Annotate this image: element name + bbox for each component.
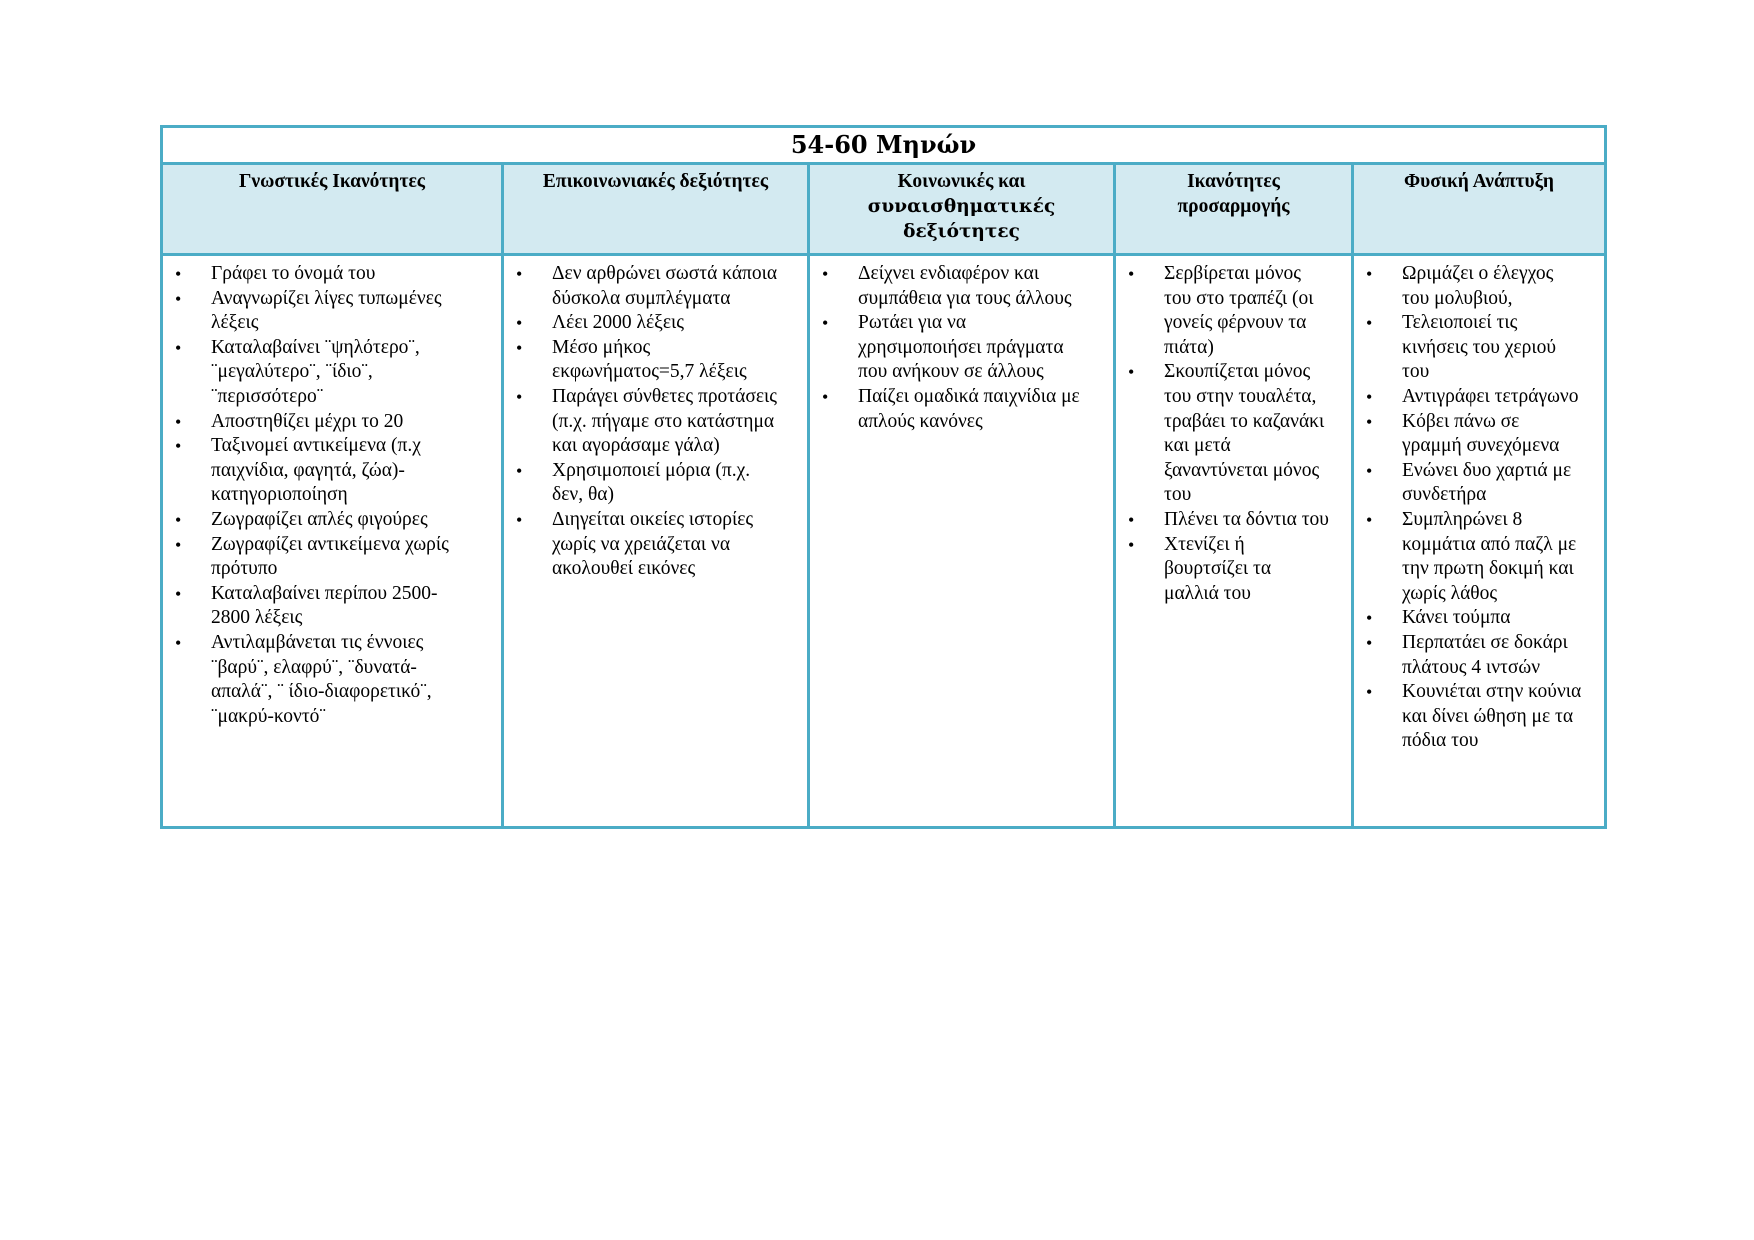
list-item-line: • Τελειοποιεί τις bbox=[1402, 312, 1518, 334]
list-item bbox=[1354, 606, 1598, 631]
list-item bbox=[1116, 533, 1345, 607]
list-item-line: χωρίς λάθος bbox=[1402, 582, 1498, 604]
list-item bbox=[1354, 680, 1598, 754]
column-header-communication bbox=[503, 164, 809, 255]
list-item-line: • Πλένει τα δόντια του bbox=[1164, 508, 1329, 530]
list-item-line: • Χτενίζει ή bbox=[1164, 533, 1245, 555]
column-header-adaptive bbox=[1115, 164, 1353, 255]
list-item bbox=[504, 311, 801, 336]
list-item-line: • Καταλαβαίνει περίπου 2500- bbox=[211, 582, 438, 604]
development-table bbox=[160, 125, 1607, 829]
list-item-line: πιάτα) bbox=[1164, 336, 1214, 358]
column-header-line: Φυσική Ανάπτυξη bbox=[1404, 171, 1555, 192]
list-item-line: ξαναντύνεται μόνος bbox=[1164, 459, 1320, 481]
list-item-line: παιχνίδια, φαγητά, ζώα)- bbox=[211, 459, 405, 481]
list-item-line: • Αναγνωρίζει λίγες τυπωμένες bbox=[211, 287, 442, 309]
column-body-communication bbox=[503, 255, 809, 828]
list-item bbox=[504, 262, 801, 311]
list-item bbox=[810, 262, 1107, 311]
skills-list bbox=[504, 256, 807, 582]
list-item-line: 2800 λέξεις bbox=[211, 607, 303, 629]
list-item bbox=[1354, 311, 1598, 385]
list-item-line: ¨μακρύ-κοντό¨ bbox=[211, 705, 326, 727]
list-item-line: χρησιμοποιήσει πράγματα bbox=[858, 336, 1064, 358]
list-item-line: την πρωτη δοκιμή και bbox=[1402, 558, 1574, 580]
list-item-line: ακολουθεί εικόνες bbox=[552, 558, 696, 580]
column-body-physical bbox=[1353, 255, 1606, 828]
list-item-line: (π.χ. πήγαμε στο κατάστημα bbox=[552, 410, 775, 432]
list-item-line: • Αποστηθίζει μέχρι το 20 bbox=[211, 410, 404, 432]
list-item bbox=[163, 582, 495, 631]
list-item-line: • Κόβει πάνω σε bbox=[1402, 410, 1520, 432]
list-item-line: • Γράφει το όνομά του bbox=[211, 263, 376, 284]
list-item-line: που ανήκουν σε άλλους bbox=[858, 361, 1044, 383]
column-header-line: προσαρμογής bbox=[1177, 196, 1290, 217]
list-item-line: • Διηγείται οικείες ιστορίες bbox=[552, 508, 754, 530]
skills-list bbox=[1116, 256, 1351, 606]
list-item-line: • Ωριμάζει ο έλεγχος bbox=[1402, 263, 1554, 284]
list-item bbox=[163, 434, 495, 508]
list-item-line: • Σερβίρεται μόνος bbox=[1164, 263, 1302, 284]
list-item bbox=[163, 287, 495, 336]
list-item-line: • Χρησιμοποιεί μόρια (π.χ. bbox=[552, 459, 751, 481]
list-item-line: συμπάθεια για τους άλλους bbox=[858, 287, 1072, 309]
list-item-line: συνδετήρα bbox=[1402, 484, 1487, 506]
list-item-line: και αγοράσαμε γάλα) bbox=[552, 435, 720, 457]
list-item-line: του μολυβιού, bbox=[1402, 287, 1513, 309]
list-item-line: βουρτσίζει τα bbox=[1164, 558, 1272, 580]
list-item-line: • Κουνιέται στην κούνια bbox=[1402, 681, 1582, 703]
list-item-line: τραβάει το καζανάκι bbox=[1164, 410, 1325, 432]
list-item-line: • Λέει 2000 λέξεις bbox=[552, 312, 685, 334]
list-item-line: δύσκολα συμπλέγματα bbox=[552, 287, 731, 309]
list-item bbox=[1354, 459, 1598, 508]
column-header-line: Ικανότητες bbox=[1187, 171, 1280, 192]
list-item-line: ¨περισσότερο¨ bbox=[211, 385, 324, 407]
list-item-line: • Κάνει τούμπα bbox=[1402, 607, 1511, 629]
list-item-line: γραμμή συνεχόμενα bbox=[1402, 435, 1560, 457]
column-header-line: συναισθηματικές δεξιότητες bbox=[867, 196, 1056, 242]
column-header-line: Γνωστικές Ικανότητες bbox=[238, 171, 426, 192]
list-item-line: • Παράγει σύνθετες προτάσεις bbox=[552, 385, 778, 407]
list-item bbox=[504, 336, 801, 385]
column-header-cognitive bbox=[162, 164, 503, 255]
list-item bbox=[163, 631, 495, 729]
list-item bbox=[1354, 508, 1598, 606]
list-item-line: λέξεις bbox=[211, 312, 259, 334]
list-item-line: πλάτους 4 ιντσών bbox=[1402, 656, 1541, 678]
table-title: 54-60 Μηνών bbox=[162, 127, 1606, 164]
column-header-social-emotional bbox=[809, 164, 1115, 255]
list-item-line: • Αντιγράφει τετράγωνο bbox=[1402, 385, 1579, 407]
table-body-row bbox=[162, 255, 1606, 828]
list-item-line: • Σκουπίζεται μόνος bbox=[1164, 361, 1311, 383]
list-item bbox=[1354, 385, 1598, 410]
skills-list bbox=[163, 256, 501, 729]
list-item-line: ¨βαρύ¨, ελαφρύ¨, ¨δυνατά- bbox=[211, 656, 417, 678]
list-item-line: • Ζωγραφίζει αντικείμενα χωρίς bbox=[211, 533, 449, 555]
list-item-line: του bbox=[1164, 484, 1192, 506]
list-item-line: • Δεν αρθρώνει σωστά κάποια bbox=[552, 263, 778, 284]
list-item bbox=[1116, 262, 1345, 360]
skills-list bbox=[1354, 256, 1604, 754]
list-item-line: • Ταξινομεί αντικείμενα (π.χ bbox=[211, 435, 421, 457]
column-header-line: Επικοινωνιακές δεξιότητες bbox=[542, 171, 769, 192]
list-item-line: γονείς φέρνουν τα bbox=[1164, 312, 1307, 334]
list-item bbox=[1354, 262, 1598, 311]
table-title-row bbox=[162, 127, 1606, 164]
column-body-adaptive bbox=[1115, 255, 1353, 828]
list-item bbox=[163, 533, 495, 582]
column-body-cognitive bbox=[162, 255, 503, 828]
list-item-line: • Ενώνει δυο χαρτιά με bbox=[1402, 459, 1572, 481]
list-item-line: κομμάτια από παζλ με bbox=[1402, 533, 1577, 555]
list-item bbox=[163, 336, 495, 410]
list-item-line: απαλά¨, ¨ ίδιο-διαφορετικό¨, bbox=[211, 681, 432, 703]
list-item bbox=[504, 459, 801, 508]
table-header-row bbox=[162, 164, 1606, 255]
list-item-line: • Αντιλαμβάνεται τις έννοιες bbox=[211, 631, 424, 653]
list-item-line: του στην τουαλέτα, bbox=[1164, 385, 1317, 407]
list-item bbox=[810, 385, 1107, 434]
list-item-line: • Περπατάει σε δοκάρι bbox=[1402, 631, 1568, 653]
list-item-line: • Ρωτάει για να bbox=[858, 312, 967, 334]
list-item-line: κινήσεις του χεριού bbox=[1402, 336, 1556, 358]
list-item-line: μαλλιά του bbox=[1164, 582, 1251, 604]
list-item-line: ¨μεγαλύτερο¨, ¨ίδιο¨, bbox=[211, 361, 373, 383]
list-item-line: χωρίς να χρειάζεται να bbox=[552, 533, 731, 555]
list-item-line: του στο τραπέζι (οι bbox=[1164, 287, 1314, 309]
list-item bbox=[504, 385, 801, 459]
list-item-line: • Καταλαβαίνει ¨ψηλότερο¨, bbox=[211, 336, 420, 358]
list-item bbox=[163, 508, 495, 533]
list-item-line: και μετά bbox=[1164, 435, 1231, 457]
list-item bbox=[163, 262, 495, 287]
list-item-line: • Παίζει ομαδικά παιχνίδια με bbox=[858, 385, 1080, 407]
list-item-line: απλούς κανόνες bbox=[858, 410, 983, 432]
list-item-line: πρότυπο bbox=[211, 558, 278, 580]
list-item bbox=[810, 311, 1107, 385]
list-item-line: • Μέσο μήκος bbox=[552, 336, 651, 358]
list-item bbox=[163, 410, 495, 435]
column-body-social-emotional bbox=[809, 255, 1115, 828]
skills-list bbox=[810, 256, 1113, 434]
list-item bbox=[1116, 360, 1345, 508]
list-item bbox=[1354, 631, 1598, 680]
list-item bbox=[504, 508, 801, 582]
list-item bbox=[1354, 410, 1598, 459]
column-header-line: Κοινωνικές και bbox=[897, 171, 1026, 192]
list-item-line: • Συμπληρώνει 8 bbox=[1402, 508, 1523, 530]
list-item-line: πόδια του bbox=[1402, 730, 1479, 752]
list-item-line: και δίνει ώθηση με τα bbox=[1402, 705, 1574, 727]
list-item-line: • Ζωγραφίζει απλές φιγούρες bbox=[211, 508, 428, 530]
list-item-line: του bbox=[1402, 361, 1430, 383]
list-item-line: κατηγοριοποίηση bbox=[211, 484, 348, 506]
column-header-physical bbox=[1353, 164, 1606, 255]
list-item-line: δεν, θα) bbox=[552, 484, 614, 506]
list-item-line: • Δείχνει ενδιαφέρον και bbox=[858, 263, 1040, 284]
list-item-line: εκφωνήματος=5,7 λέξεις bbox=[552, 361, 747, 383]
list-item bbox=[1116, 508, 1345, 533]
